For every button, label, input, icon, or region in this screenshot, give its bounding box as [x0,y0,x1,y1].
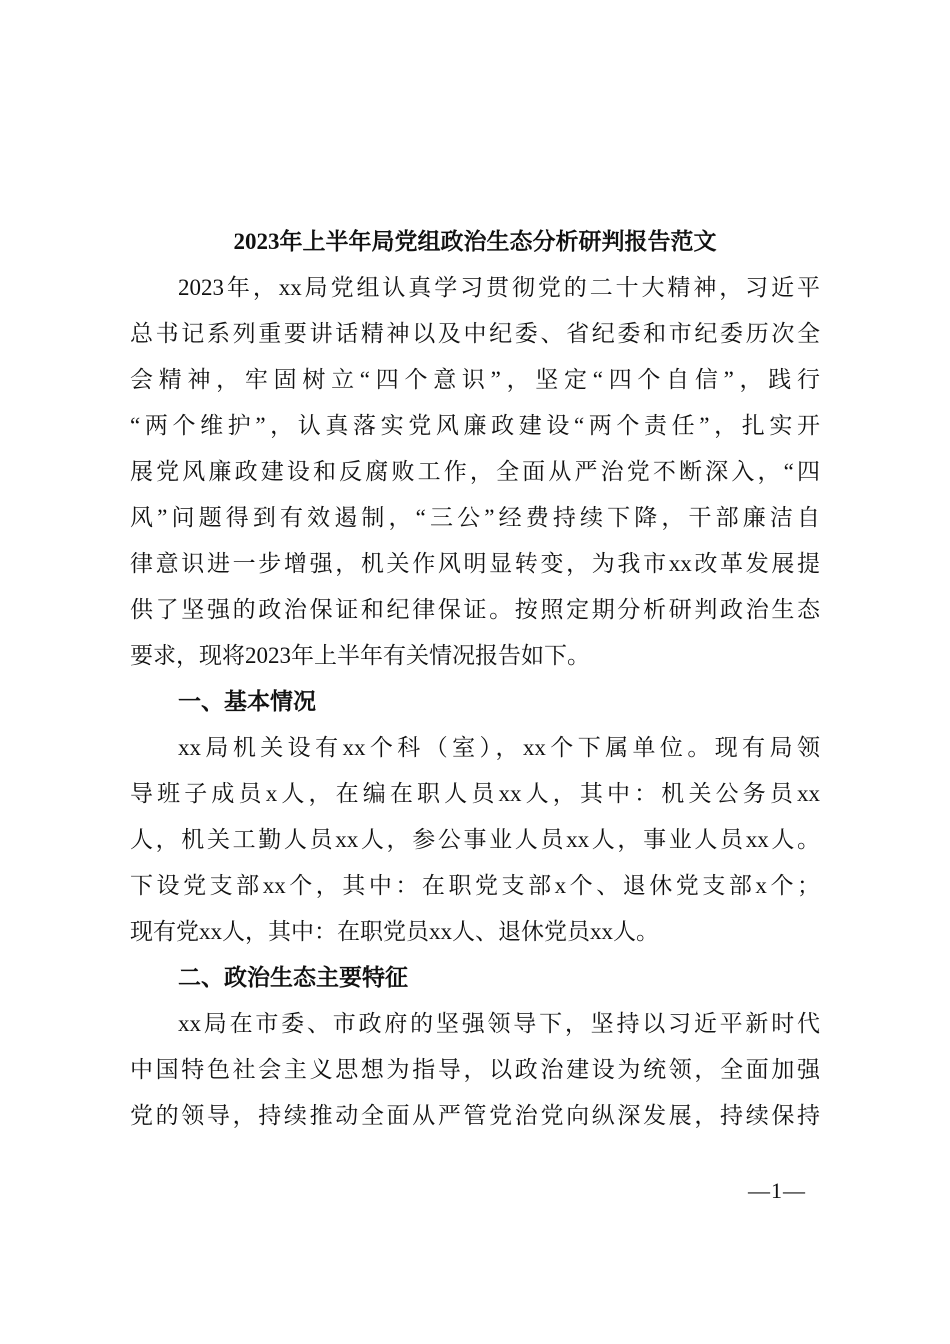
paragraph-basic-situation [130,725,820,955]
text-line: “两个维护”，认真落实党风廉政建设“两个责任”，扎实开 [130,413,820,438]
text-line: 人，机关工勤人员xx人，参公事业人员xx人，事业人员xx人。 [130,827,820,852]
text-line: 2023年，xx局党组认真学习贯彻党的二十大精神，习近平 [178,275,820,300]
text-line: xx局在市委、市政府的坚强领导下，坚持以习近平新时代 [178,1011,820,1036]
text-line: 会精神，牢固树立“四个意识”，坚定“四个自信”，践行 [130,367,820,392]
text-line: 要求，现将2023年上半年有关情况报告如下。 [130,643,590,668]
section-heading-basic-situation: 一、基本情况 [178,689,316,714]
text-line: 风”问题得到有效遏制，“三公”经费持续下降，干部廉洁自 [130,505,820,530]
text-line: xx局机关设有xx个科（室），xx个下属单位。现有局领 [178,735,820,760]
section-heading-political-ecology: 二、政治生态主要特征 [178,965,408,990]
text-line: 总书记系列重要讲话精神以及中纪委、省纪委和市纪委历次全 [130,321,820,346]
document-page [130,219,820,1139]
paragraph-political-ecology [130,1001,820,1139]
text-line: 导班子成员x人，在编在职人员xx人，其中：机关公务员xx [130,781,820,806]
text-line: 现有党xx人，其中：在职党员xx人、退休党员xx人。 [130,919,659,944]
text-line: 律意识进一步增强，机关作风明显转变，为我市xx改革发展提 [130,551,820,576]
page-number: —1— [748,1178,806,1203]
text-line: 展党风廉政建设和反腐败工作，全面从严治党不断深入，“四 [130,459,820,484]
text-line: 党的领导，持续推动全面从严管党治党向纵深发展，持续保持 [130,1103,820,1128]
paragraph-intro [130,265,820,679]
text-line: 中国特色社会主义思想为指导，以政治建设为统领，全面加强 [130,1057,820,1082]
document-title: 2023年上半年局党组政治生态分析研判报告范文 [233,229,717,254]
text-line: 供了坚强的政治保证和纪律保证。按照定期分析研判政治生态 [130,597,820,622]
text-line: 下设党支部xx个，其中：在职党支部x个、退休党支部x个； [130,873,820,898]
